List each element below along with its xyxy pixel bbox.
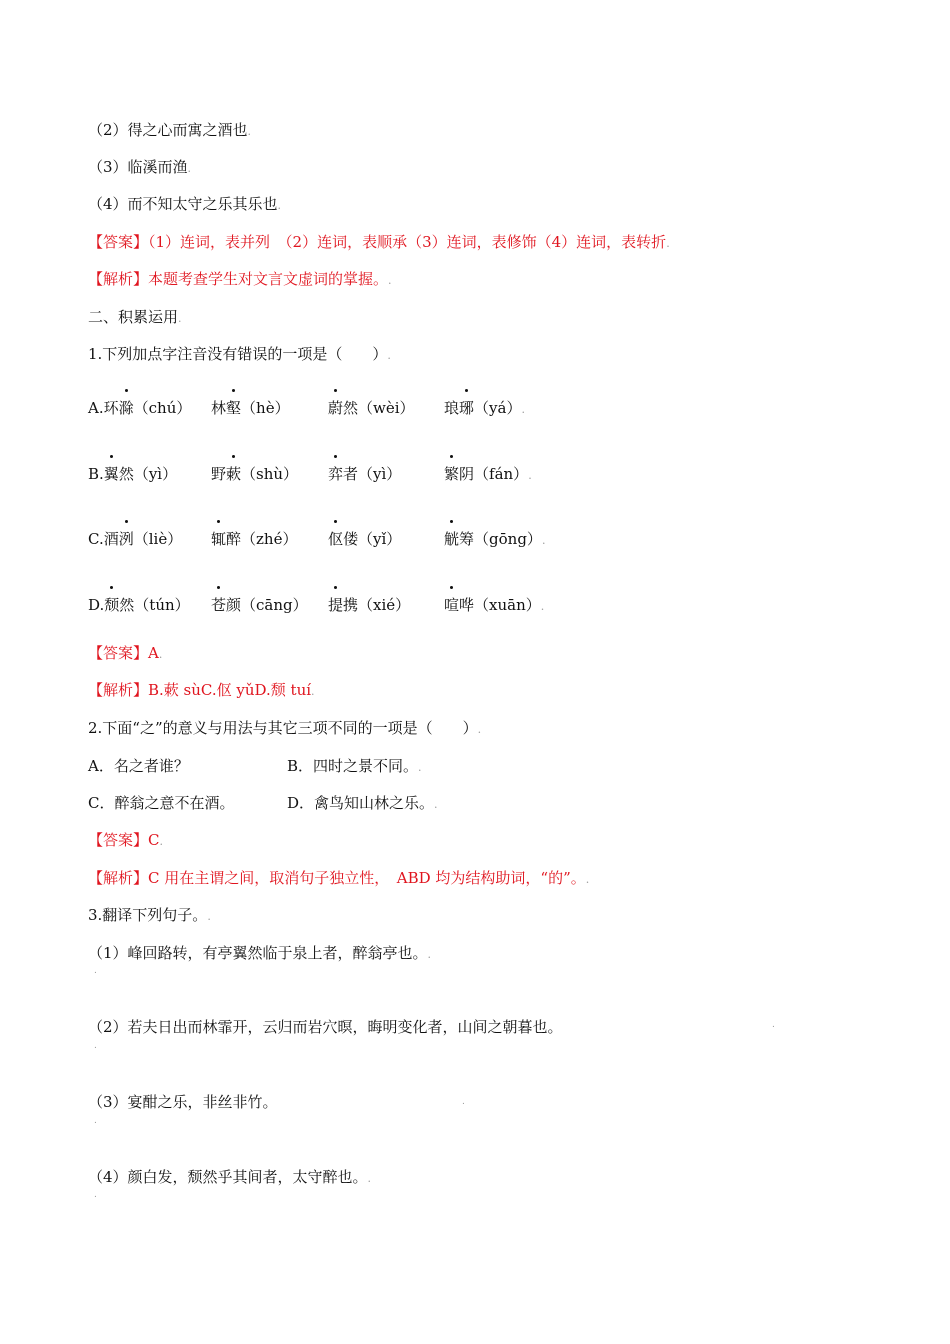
pinyin-item: 喧哗（xuān）.: [444, 596, 545, 614]
pinyin-item: 苍颜（cāng）: [211, 596, 308, 614]
pinyin: （chú）: [133, 399, 192, 417]
pinyin: （cāng）: [241, 596, 308, 614]
sentence-4: （4）颜白发，颓然乎其间者，太守醉也。.: [88, 1168, 372, 1186]
pinyin: （tún）: [134, 596, 190, 614]
pinyin-item: C.酒洌（liè）: [88, 530, 183, 548]
dotted-character: 颓: [104, 596, 120, 614]
dotted-character: 洌: [118, 530, 134, 548]
answer-blank-3: .: [94, 1116, 97, 1126]
analysis-q2: 【解析】C 用在主谓之间，取消句子独立性， ABD 均为结构助词，“的”。.: [88, 869, 590, 887]
answer-blank-1: .: [94, 966, 97, 976]
pinyin: （fán）: [474, 465, 529, 483]
pinyin-item: A.环滁（chú）: [88, 399, 192, 417]
option-label: D.: [88, 596, 105, 614]
pinyin: （zhé）: [241, 530, 298, 548]
analysis-q1: 【解析】B.蔌 sùC.伛 yǔD.颓 tuí.: [88, 681, 315, 699]
pinyin-item: 琅琊（yá）.: [444, 399, 525, 417]
pinyin-item: 辄醉（zhé）: [211, 530, 298, 548]
item-2: （2）得之心而寓之酒也.: [88, 121, 252, 139]
pinyin-item: B.翼然（yì）: [88, 465, 178, 483]
question-2-stem: 2.下面“之”的意义与用法与其它三项不同的一项是（ ）.: [88, 719, 482, 737]
dotted-character: 觥: [444, 530, 460, 548]
pinyin: （shù）: [241, 465, 299, 483]
pinyin: （gōng）: [474, 530, 542, 548]
pinyin-item: 提携（xié）: [328, 596, 411, 614]
sentence-1: （1）峰回路转，有亭翼然临于泉上者，醉翁亭也。.: [88, 944, 432, 962]
option-label: A.: [88, 399, 104, 417]
pinyin-item: 繁阴（fán）.: [444, 465, 532, 483]
dotted-character: 蔚: [328, 399, 344, 417]
answer-q1: 【答案】A.: [88, 644, 163, 662]
dotted-character: 壑: [226, 399, 242, 417]
sentence-2: （2）若夫日出而林霏开，云归而岩穴暝，晦明变化者，山间之朝暮也。: [88, 1018, 563, 1036]
dotted-character: 苍: [211, 596, 227, 614]
dotted-character: 弈: [328, 465, 344, 483]
pinyin: （yì）: [358, 465, 402, 483]
dotted-character: 翼: [103, 465, 119, 483]
pinyin: （xié）: [358, 596, 411, 614]
option-c: C．醉翁之意不在酒。: [88, 794, 235, 812]
option-d: D．禽鸟知山林之乐。.: [287, 794, 438, 812]
pinyin-item: 觥筹（gōng）.: [444, 530, 546, 548]
pinyin: （yá）: [474, 399, 522, 417]
item-4: （4）而不知太守之乐其乐也.: [88, 195, 282, 213]
pinyin: （wèi）: [358, 399, 415, 417]
pinyin: （liè）: [133, 530, 183, 548]
pinyin-item: 野蔌（shù）: [211, 465, 299, 483]
line-end-mark-2: .: [462, 1097, 465, 1107]
dotted-character: 琊: [459, 399, 475, 417]
answer-q2: 【答案】C.: [88, 831, 163, 849]
pinyin: （xuān）: [474, 596, 541, 614]
option-a: A．名之者谁？: [88, 757, 189, 775]
pinyin-item: 林壑（hè）: [211, 399, 290, 417]
option-label: B.: [88, 465, 104, 483]
sentence-3: （3）宴酣之乐，非丝非竹。: [88, 1093, 278, 1111]
option-b: B．四时之景不同。.: [287, 757, 422, 775]
dotted-character: 滁: [118, 399, 134, 417]
pinyin: （yǐ）: [358, 530, 402, 548]
pinyin-item: 弈者（yì）: [328, 465, 402, 483]
pinyin: （hè）: [241, 399, 290, 417]
line-end-mark: .: [772, 1020, 775, 1030]
pinyin-item: D.颓然（tún）: [88, 596, 190, 614]
dotted-character: 喧: [444, 596, 460, 614]
analysis-1: 【解析】本题考查学生对文言文虚词的掌握。.: [88, 270, 392, 288]
option-label: C.: [88, 530, 104, 548]
answer-1: 【答案】（1）连词，表并列 （2）连词，表顺承（3）连词，表修饰（4）连词，表转折.: [88, 233, 670, 251]
pinyin-item: 伛偻（yǐ）: [328, 530, 402, 548]
pinyin-item: 蔚然（wèi）: [328, 399, 415, 417]
question-1-stem: 1.下列加点字注音没有错误的一项是（ ）.: [88, 345, 391, 363]
section-title: 二、积累运用.: [88, 308, 182, 326]
answer-blank-2: .: [94, 1041, 97, 1051]
answer-blank-4: .: [94, 1190, 97, 1200]
item-3: （3）临溪而渔.: [88, 158, 192, 176]
dotted-character: 提: [328, 596, 344, 614]
dotted-character: 繁: [444, 465, 460, 483]
dotted-character: 辄: [211, 530, 227, 548]
pinyin: （yì）: [133, 465, 178, 483]
question-3-stem: 3.翻译下列句子。.: [88, 906, 211, 924]
dotted-character: 蔌: [226, 465, 242, 483]
dotted-character: 伛: [328, 530, 344, 548]
